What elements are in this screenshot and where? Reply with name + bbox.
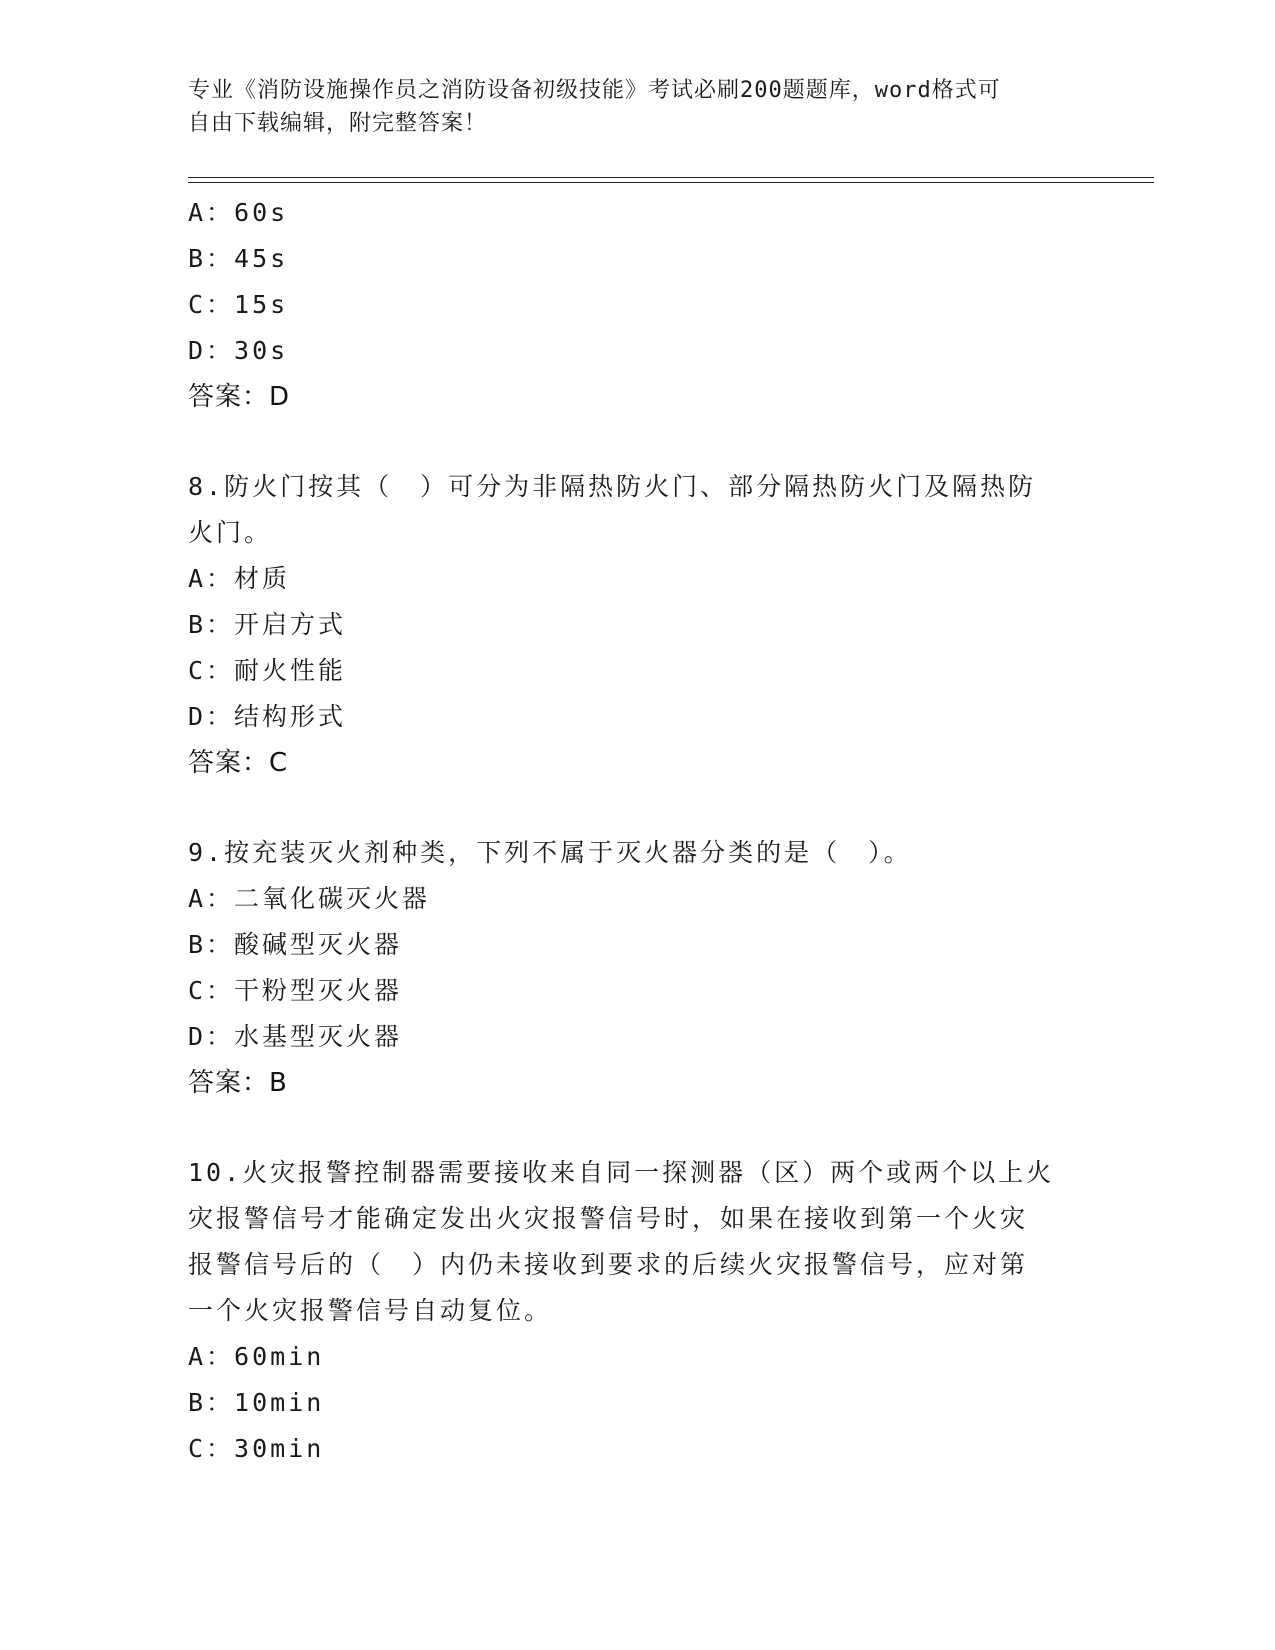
answer: 答案：D [188, 382, 291, 412]
header-line-2: 自由下载编辑，附完整答案！ [188, 111, 488, 136]
question-list [188, 190, 1088, 1472]
option-d: D：水基型灭火器 [188, 1022, 403, 1051]
option-c: C：30min [188, 1434, 325, 1463]
stem-line: 火门。 [188, 518, 273, 547]
question-10 [188, 1150, 1088, 1472]
question-stem [188, 1150, 1088, 1334]
stem-line: 灾报警信号才能确定发出火灾报警信号时，如果在接收到第一个火灾 [188, 1204, 1029, 1233]
stem-line: 8.防火门按其（ ）可分为非隔热防火门、部分隔热防火门及隔热防 [188, 472, 1037, 501]
option-c: C：干粉型灭火器 [188, 976, 403, 1005]
option-b: B：45s [188, 244, 289, 273]
header-divider-bottom [188, 182, 1154, 183]
stem-line: 10.火灾报警控制器需要接收来自同一探测器（区）两个或两个以上火 [188, 1158, 1055, 1187]
option-b: B：酸碱型灭火器 [188, 930, 403, 959]
stem-line: 报警信号后的（ ）内仍未接收到要求的后续火灾报警信号，应对第 [188, 1250, 1029, 1279]
option-b: B：开启方式 [188, 610, 347, 639]
option-d: D：结构形式 [188, 702, 347, 731]
question-7 [188, 190, 1088, 420]
question-9 [188, 830, 1088, 1106]
option-c: C：15s [188, 290, 289, 319]
answer: 答案：C [188, 748, 289, 778]
header-line-1: 专业《消防设施操作员之消防设备初级技能》考试必刷200题题库，word格式可 [188, 78, 1001, 103]
question-8 [188, 464, 1088, 786]
option-a: A：60min [188, 1342, 325, 1371]
document-header [188, 74, 1068, 140]
option-b: B：10min [188, 1388, 325, 1417]
option-d: D：30s [188, 336, 289, 365]
header-divider-top [188, 177, 1154, 178]
question-stem [188, 464, 1088, 556]
option-c: C：耐火性能 [188, 656, 347, 685]
question-stem [188, 830, 1088, 876]
option-a: A：二氧化碳灭火器 [188, 884, 431, 913]
stem-line: 一个火灾报警信号自动复位。 [188, 1296, 553, 1325]
option-a: A：材质 [188, 564, 291, 593]
stem-line: 9.按充装灭火剂种类，下列不属于灭火器分类的是（ ）。 [188, 838, 912, 867]
option-a: A：60s [188, 198, 289, 227]
answer: 答案：B [188, 1068, 288, 1098]
